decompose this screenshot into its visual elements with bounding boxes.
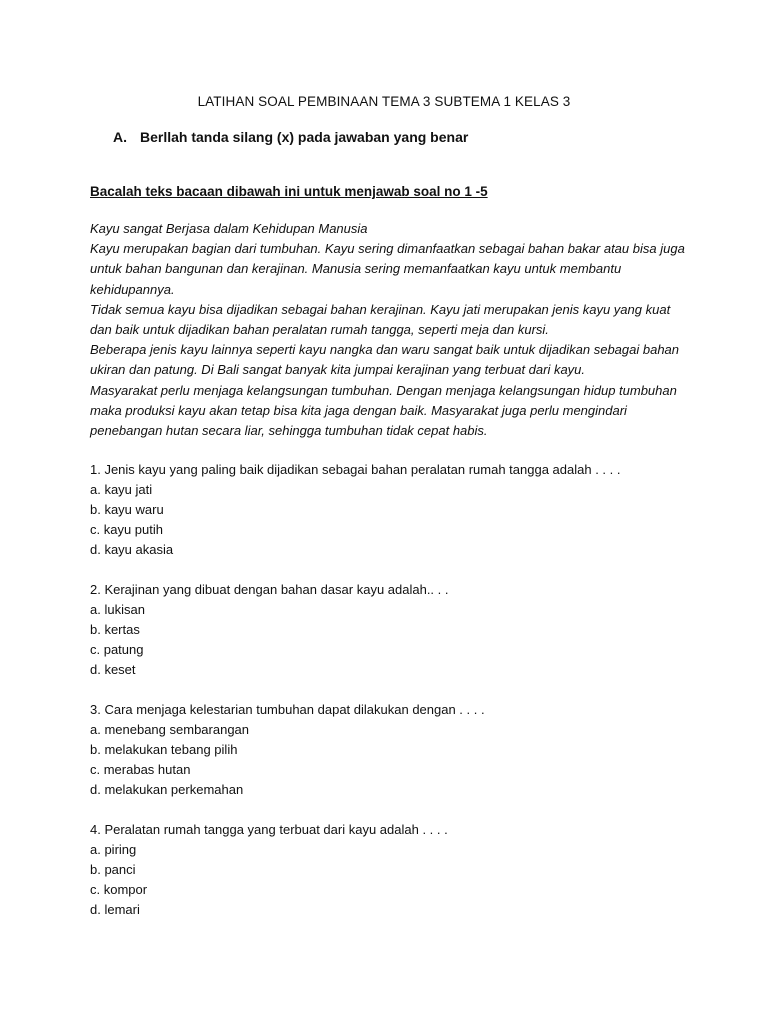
- answer-option-b: b. melakukan tebang pilih: [90, 742, 238, 757]
- question-2: [90, 580, 690, 680]
- question-1: [90, 460, 690, 560]
- question-text: 1. Jenis kayu yang paling baik dijadikan sebagai bahan peralatan rumah tangga adalah . . . .: [90, 462, 621, 477]
- passage-paragraph: Kayu merupakan bagian dari tumbuhan. Kayu sering dimanfaatkan sebagai bahan bakar atau bisa juga untuk bahan bangunan dan kerajinan. Manusia sering memanfaatkan kayu untuk membantu kehidupannya.: [90, 241, 685, 297]
- answer-option-d: d. keset: [90, 662, 136, 677]
- answer-option-a: a. piring: [90, 842, 137, 857]
- answer-option-b: b. panci: [90, 862, 136, 877]
- answer-option-b: b. kertas: [90, 622, 140, 637]
- answer-option-d: d. lemari: [90, 902, 140, 917]
- answer-option-b: b. kayu waru: [90, 502, 164, 517]
- answer-option-a: a. menebang sembarangan: [90, 722, 250, 737]
- passage-paragraph: Tidak semua kayu bisa dijadikan sebagai bahan kerajinan. Kayu jati merupakan jenis kayu yang kuat dan baik untuk dijadikan bahan peralatan rumah tangga, seperti meja dan kursi.: [90, 301, 671, 338]
- section-instruction: [113, 129, 468, 145]
- section-marker: A.: [113, 129, 127, 145]
- reading-passage: [90, 219, 690, 441]
- answer-option-c: c. kompor: [90, 882, 148, 897]
- instruction-text: Berllah tanda silang (x) pada jawaban yang benar: [140, 129, 469, 145]
- answer-option-d: d. kayu akasia: [90, 542, 174, 557]
- answer-option-d: d. melakukan perkemahan: [90, 782, 244, 797]
- question-list: [90, 460, 690, 940]
- page-title: LATIHAN SOAL PEMBINAAN TEMA 3 SUBTEMA 1 KELAS 3: [197, 94, 571, 109]
- question-text: 2. Kerajinan yang dibuat dengan bahan dasar kayu adalah.. . .: [90, 582, 449, 597]
- passage-paragraph: Beberapa jenis kayu lainnya seperti kayu nangka dan waru sangat baik untuk dijadikan sebagai bahan ukiran dan patung. Di Bali sangat banyak kita jumpai kerajinan yang terbuat dari kayu.: [90, 342, 680, 378]
- passage-paragraph: Masyarakat perlu menjaga kelangsungan tumbuhan. Dengan menjaga kelangsungan hidup tumbuhan maka produksi kayu akan tetap bisa kita jaga dengan baik. Masyarakat juga perlu mengindari penebangan hutan secara liar, sehingga tumbuhan tidak cepat habis.: [90, 382, 677, 439]
- answer-option-a: a. kayu jati: [90, 482, 153, 497]
- passage-title: Kayu sangat Berjasa dalam Kehidupan Manusia: [90, 221, 368, 236]
- answer-option-c: c. patung: [90, 642, 144, 657]
- answer-option-c: c. kayu putih: [90, 522, 163, 537]
- reading-intro: Bacalah teks bacaan dibawah ini untuk menjawab soal no 1 -5: [90, 184, 488, 199]
- question-3: [90, 700, 690, 800]
- answer-option-a: a. lukisan: [90, 602, 145, 617]
- answer-option-c: c. merabas hutan: [90, 762, 191, 777]
- question-text: 3. Cara menjaga kelestarian tumbuhan dapat dilakukan dengan . . . .: [90, 702, 485, 717]
- question-text: 4. Peralatan rumah tangga yang terbuat dari kayu adalah . . . .: [90, 822, 448, 837]
- question-4: [90, 820, 690, 920]
